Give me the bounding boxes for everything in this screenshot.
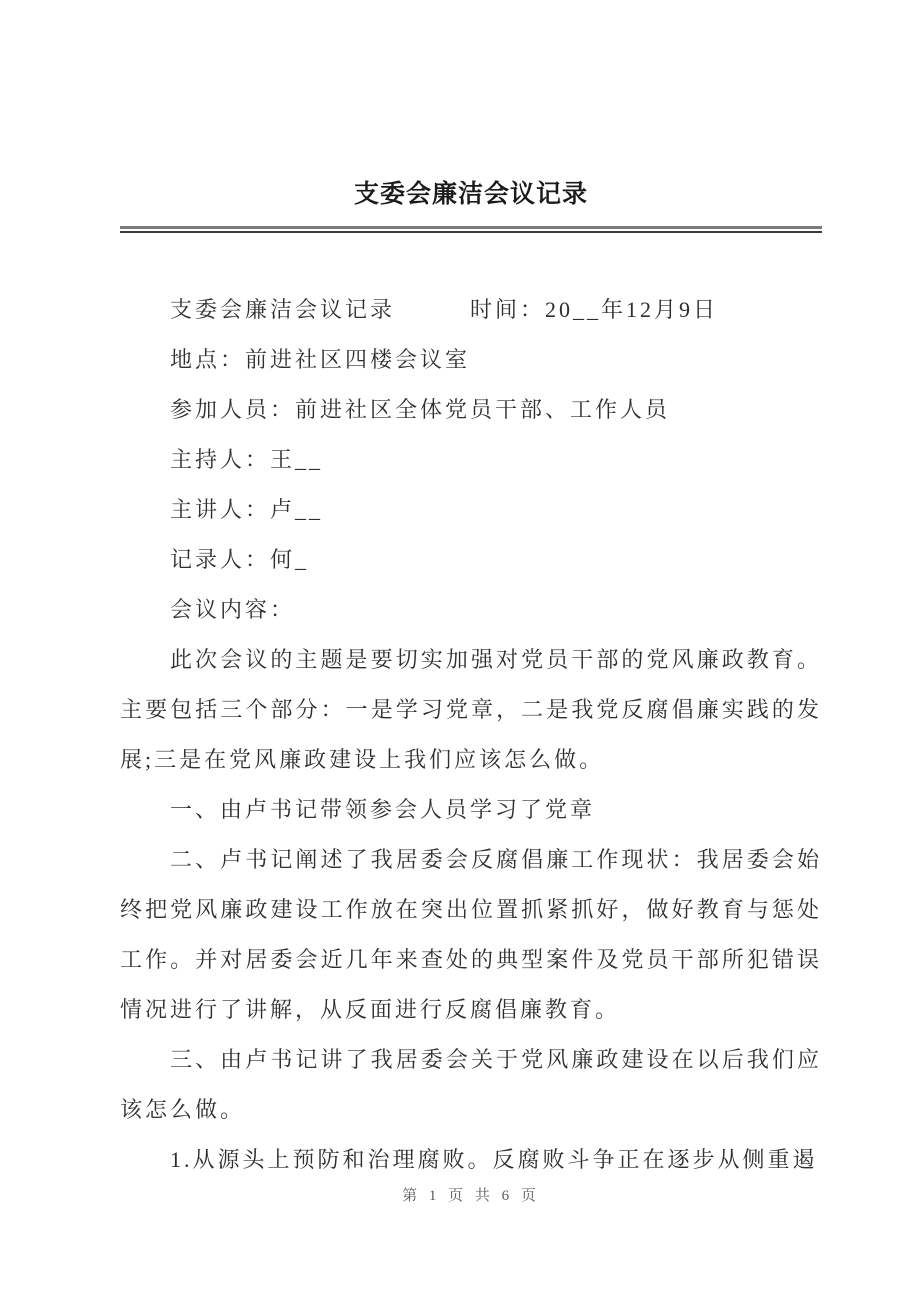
paragraph-attendees: 参加人员：前进社区全体党员干部、工作人员 xyxy=(170,397,671,422)
paragraph-item-1: 一、由卢书记带领参会人员学习了党章 xyxy=(170,797,596,822)
title-divider xyxy=(120,226,822,233)
page-number-footer: 第 1 页 共 6 页 xyxy=(402,1188,540,1204)
paragraph-item-2: 二、卢书记阐述了我居委会反腐倡廉工作现状：我居委会始终把党风廉政建设工作放在突出位置抓紧抓好，做好教育与惩处工作。并对居委会近几年来查处的典型案件及党员干部所犯错误情况进行了讲解，从反面进行反腐倡廉教育。 xyxy=(120,847,822,1022)
paragraph-speaker: 主讲人：卢__ xyxy=(170,497,324,522)
paragraph-item-3: 三、由卢书记讲了我居委会关于党风廉政建设在以后我们应该怎么做。 xyxy=(120,1047,822,1122)
document-title: 支委会廉洁会议记录 xyxy=(353,181,588,208)
document-body xyxy=(120,285,822,1185)
paragraph-theme: 此次会议的主题是要切实加强对党员干部的党风廉政教育。主要包括三个部分：一是学习党章，二是我党反腐倡廉实践的发展;三是在党风廉政建设上我们应该怎么做。 xyxy=(120,647,822,772)
paragraph-recorder: 记录人：何_ xyxy=(170,547,310,572)
paragraph-header-time: 支委会廉洁会议记录 时间：20__年12月9日 xyxy=(170,297,719,322)
paragraph-sub-item-1: 1.从源头上预防和治理腐败。反腐败斗争正在逐步从侧重遏 xyxy=(170,1147,818,1172)
paragraph-host: 主持人：王__ xyxy=(170,447,324,472)
document-content xyxy=(120,180,822,1185)
paragraph-location: 地点：前进社区四楼会议室 xyxy=(170,347,471,372)
paragraph-content-label: 会议内容： xyxy=(170,597,296,622)
